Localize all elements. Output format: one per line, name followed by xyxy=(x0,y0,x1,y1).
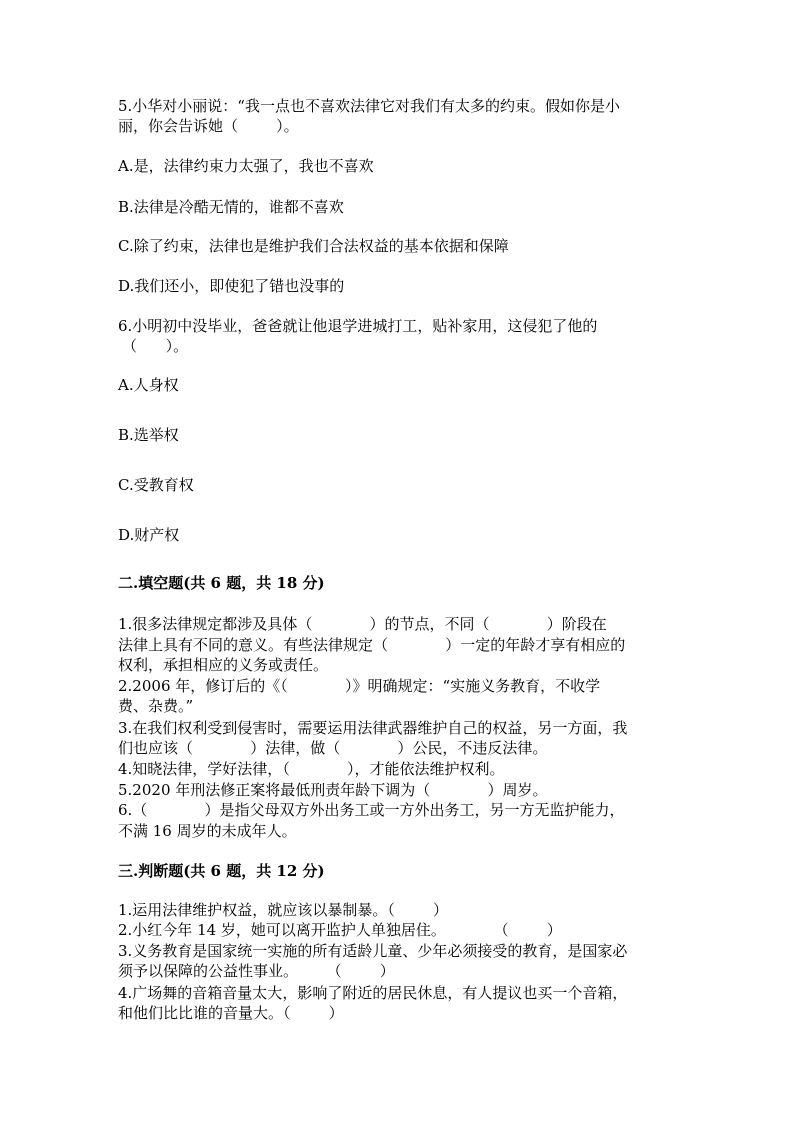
question-5-stem-line-2: 丽，你会告诉她（ ）。 xyxy=(118,117,299,135)
question-5-option-a: A.是，法律约束力太强了，我也不喜欢 xyxy=(118,157,374,175)
judge-line: 1.运用法律维护权益，就应该以暴制暴。（ ） xyxy=(118,901,448,919)
judge-line: 2.小红今年 14 岁，她可以离开监护人单独居住。 （ ） xyxy=(118,921,562,939)
question-6-option-d: D.财产权 xyxy=(118,526,180,544)
question-6-stem-line-1: 6.小明初中没毕业，爸爸就让他退学进城打工，贴补家用，这侵犯了他的 xyxy=(118,317,598,335)
question-5-option-b: B.法律是冷酷无情的，谁都不喜欢 xyxy=(118,198,344,216)
fill-line: 1.很多法律规定都涉及具体（ ）的节点，不同（ ）阶段在 xyxy=(118,615,607,633)
judge-line: 和他们比比谁的音量大。（ ） xyxy=(118,1004,344,1022)
fill-line: 2.2006 年，修订后的《（ ）》明确规定：“实施义务教育，不收学 xyxy=(118,677,601,695)
question-6-stem-line-2: （ ）。 xyxy=(122,337,189,355)
section-heading-fill-blank: 二.填空题(共 6 题，共 18 分) xyxy=(118,574,325,592)
question-6-option-a: A.人身权 xyxy=(118,376,179,394)
question-5-option-c: C.除了约束，法律也是维护我们合法权益的基本依据和保障 xyxy=(118,237,509,255)
fill-line: 6.（ ）是指父母双方外出务工或一方外出务工，另一方无监护能力， xyxy=(118,801,625,819)
question-5-stem-line-1: 5.小华对小丽说：“我一点也不喜欢法律它对我们有太多的约束。假如你是小 xyxy=(118,97,620,115)
question-6-option-c: C.受教育权 xyxy=(118,476,194,494)
section-heading-true-false: 三.判断题(共 6 题，共 12 分) xyxy=(118,862,325,880)
fill-line: 5.2020 年刑法修正案将最低刑责年龄下调为（ ）周岁。 xyxy=(118,781,548,799)
fill-line: 3.在我们权利受到侵害时，需要运用法律武器维护自己的权益，另一方面，我 xyxy=(118,719,628,737)
fill-line: 费、杂费。” xyxy=(118,697,194,715)
fill-line: 不满 16 周岁的未成年人。 xyxy=(118,822,297,840)
question-5-option-d: D.我们还小，即使犯了错也没事的 xyxy=(118,277,345,295)
question-6-option-b: B.选举权 xyxy=(118,426,179,444)
fill-line: 们也应该（ ）法律，做（ ）公民，不违反法律。 xyxy=(118,739,548,757)
judge-line: 4.广场舞的音箱音量太大，影响了附近的居民休息，有人提议也买一个音箱， xyxy=(118,984,628,1002)
judge-line: 3.义务教育是国家统一实施的所有适龄儿童、少年必须接受的教育，是国家必 xyxy=(118,942,628,960)
judge-line: 须予以保障的公益性事业。 （ ） xyxy=(118,962,395,980)
fill-line: 权利，承担相应的义务或责任。 xyxy=(118,656,329,674)
fill-line: 4.知晓法律，学好法律，（ ），才能依法维护权利。 xyxy=(118,760,505,778)
fill-line: 法律上具有不同的意义。有些法律规定（ ）一定的年龄才享有相应的 xyxy=(118,636,626,654)
